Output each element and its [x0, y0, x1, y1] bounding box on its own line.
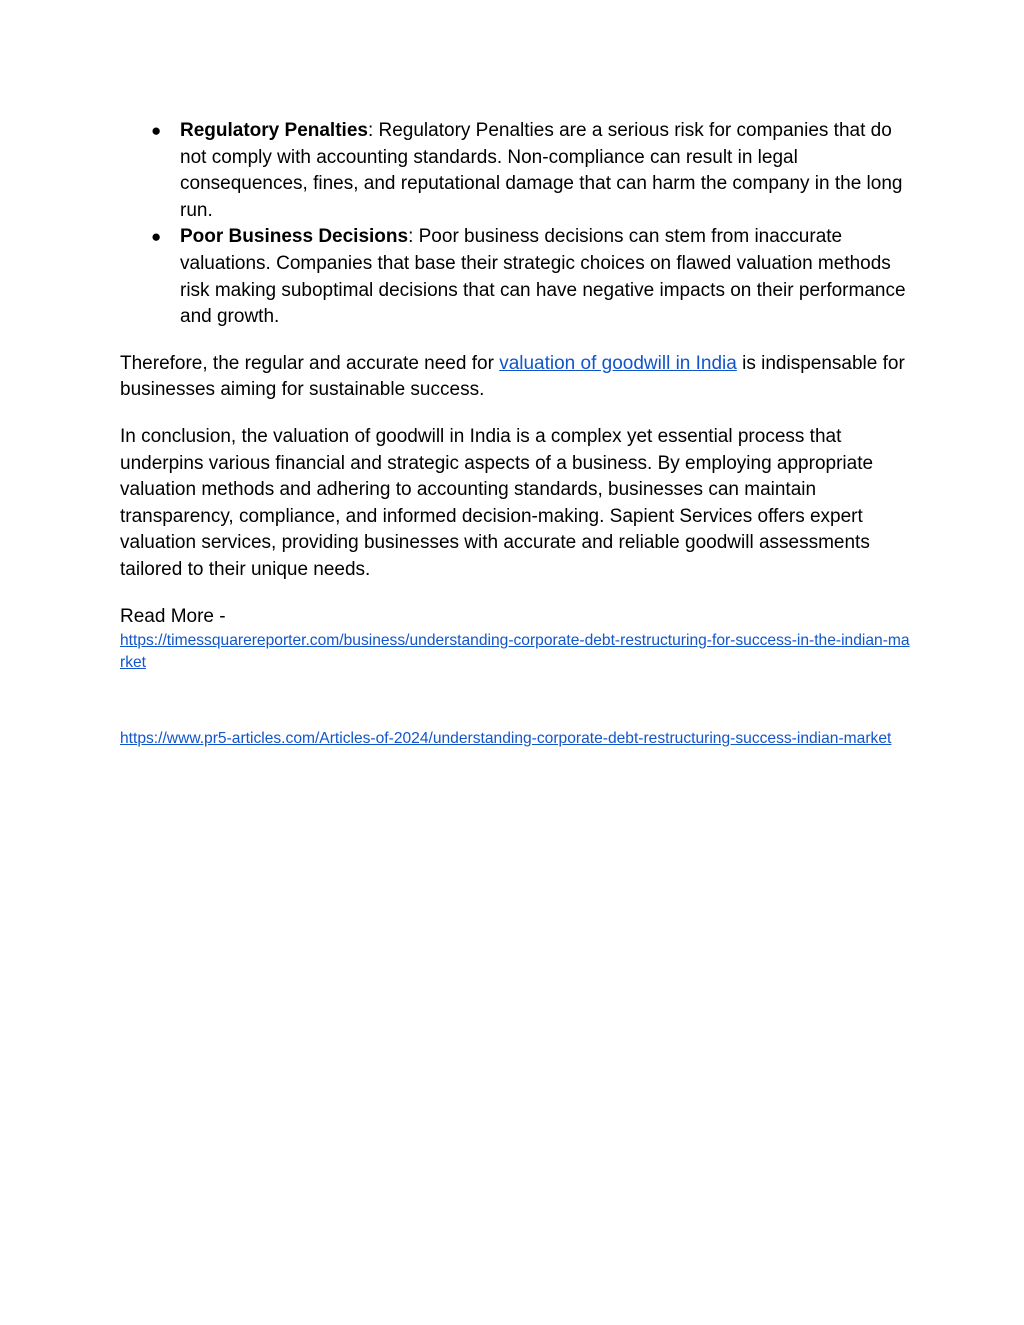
bullet-text: : Regulatory Penalties are a serious risk for companies that do not comply with accounting standards. Non-compliance can result in legal consequences, fines, and reputational damage that can harm the company in the long run. — [180, 120, 903, 221]
bullet-item-regulatory-penalties — [120, 118, 910, 224]
therefore-paragraph — [120, 351, 910, 404]
bullet-item-poor-business-decisions — [120, 224, 910, 330]
document-page — [120, 118, 910, 750]
bullet-text: : Poor business decisions can stem from inaccurate valuations. Companies that base their strategic choices on flawed valuation methods risk making suboptimal decisions that can have negative impacts on their performance and growth. — [180, 226, 906, 328]
read-more-link-pr5-articles[interactable]: https://www.pr5-articles.com/Articles-of-2024/understanding-corporate-debt-restructuring-success-indian-market — [120, 730, 892, 748]
risk-bullet-list — [120, 118, 910, 331]
read-more-section — [120, 604, 910, 751]
read-more-label: Read More - — [120, 605, 226, 627]
bullet-term: Poor Business Decisions — [180, 226, 409, 248]
bullet-term: Regulatory Penalties — [180, 120, 368, 141]
goodwill-valuation-link[interactable]: valuation of goodwill in India — [499, 352, 737, 374]
read-more-link-timessquarereporter[interactable]: https://timessquarereporter.com/business/understanding-corporate-debt-restructuring-for-success-in-the-indian-market — [120, 632, 910, 672]
bullet-marker: ● — [151, 121, 162, 140]
conclusion-paragraph: In conclusion, the valuation of goodwill in India is a complex yet essential process that underpins various financial and strategic aspects of a business. By employing appropriate valuation methods and adhering to accounting standards, businesses can maintain transparency, compliance, and informed decision-making. Sapient Services offers expert valuation services, providing businesses with accurate and reliable goodwill assessments tailored to their unique needs. — [120, 425, 874, 580]
therefore-text-after: is indispensable for businesses aiming for sustainable success. — [120, 352, 905, 401]
bullet-marker: ● — [151, 227, 162, 247]
therefore-text-before: Therefore, the regular and accurate need for — [120, 352, 500, 374]
